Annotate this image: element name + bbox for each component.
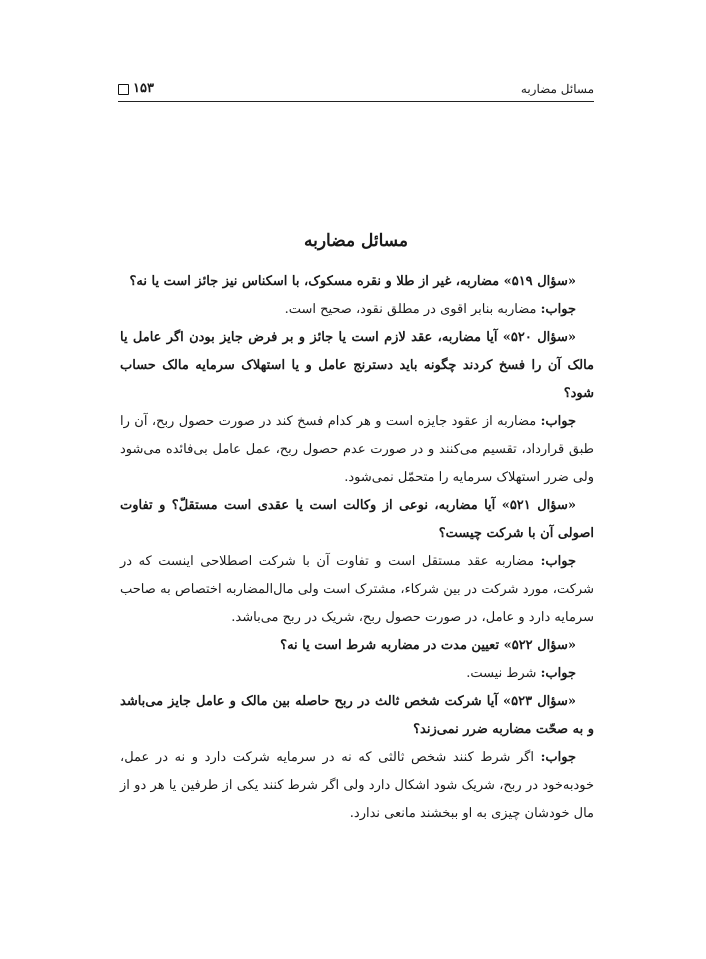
answer-text: شرط نیست. [466,666,537,681]
header-rule [118,101,594,102]
answer-paragraph [120,296,594,324]
answer-label: جواب: [540,414,576,429]
running-title: مسائل مضاربه [520,82,594,96]
question-paragraph: «سؤال ۵۲۳» آیا شرکت شخص ثالث در ربح حاصله بین مالک و عامل جایز می‌باشد و به صحّت مضاربه ضرر نمی‌زند؟ [120,694,594,737]
answer-text: مضاربه بنابر اقوی در مطلق نقود، صحیح است. [284,302,537,317]
answer-paragraph [120,744,594,828]
answer-text: مضاربه عقد مستقل است و تفاوت آن با شرکت اصطلاحی اینست که در شرکت، مورد شرکت در بین شرکاء، مشترک است ولی مال‌المضاربه اختصاص به صاحب سرمایه دارد و عامل، در صورت حصول ربح، شریک در ربح می‌باشد. [120,554,594,625]
page-number: ۱۵۳ [133,81,154,96]
page-number-block [118,80,154,98]
answer-text: مضاربه از عقود جایزه است و هر کدام فسخ کند در صورت حصول ربح، آن را طبق قرارداد، تقسیم می‌کنند و در صورت عدم حصول ربح، عمل عامل بی‌فائده می‌شود ولی ضرر استهلاک سرمایه را متحمّل نمی‌شود. [120,414,594,485]
answer-label: جواب: [540,666,576,681]
answer-label: جواب: [540,750,576,765]
page-header [118,80,594,100]
body-text [120,268,594,828]
chapter-title: مسائل مضاربه [303,231,409,251]
question-paragraph: «سؤال ۵۲۱» آیا مضاربه، نوعی از وکالت است یا عقدی است مستقلّ؟ و تفاوت اصولی آن با شرکت چیست؟ [120,498,594,541]
question-paragraph: «سؤال ۵۲۰» آیا مضاربه، عقد لازم است یا جائز و بر فرض جایز بودن اگر عامل یا مالک آن را فسخ کردند چگونه باید دسترنج عامل و یا استهلاک سرمایه مالک حساب شود؟ [120,330,594,401]
square-box-icon [118,84,129,95]
answer-label: جواب: [540,554,576,569]
answer-paragraph [120,408,594,492]
answer-label: جواب: [540,302,576,317]
question-paragraph: «سؤال ۵۲۲» تعیین مدت در مضاربه شرط است یا نه؟ [280,638,576,653]
answer-paragraph [120,660,594,688]
question-paragraph: «سؤال ۵۱۹» مضاربه، غیر از طلا و نقره مسکوک، با اسکناس نیز جائز است یا نه؟ [129,274,576,289]
answer-text: اگر شرط کنند شخص ثالثی که نه در سرمایه شرکت دارد و نه در عمل، خودبه‌خود در ربح، شریک شود اشکال دارد ولی اگر شرط کنند یکی از طرفین یا هر دو از مال خودشان چیزی به او ببخشند مانعی ندارد. [120,750,594,821]
answer-paragraph [120,548,594,632]
